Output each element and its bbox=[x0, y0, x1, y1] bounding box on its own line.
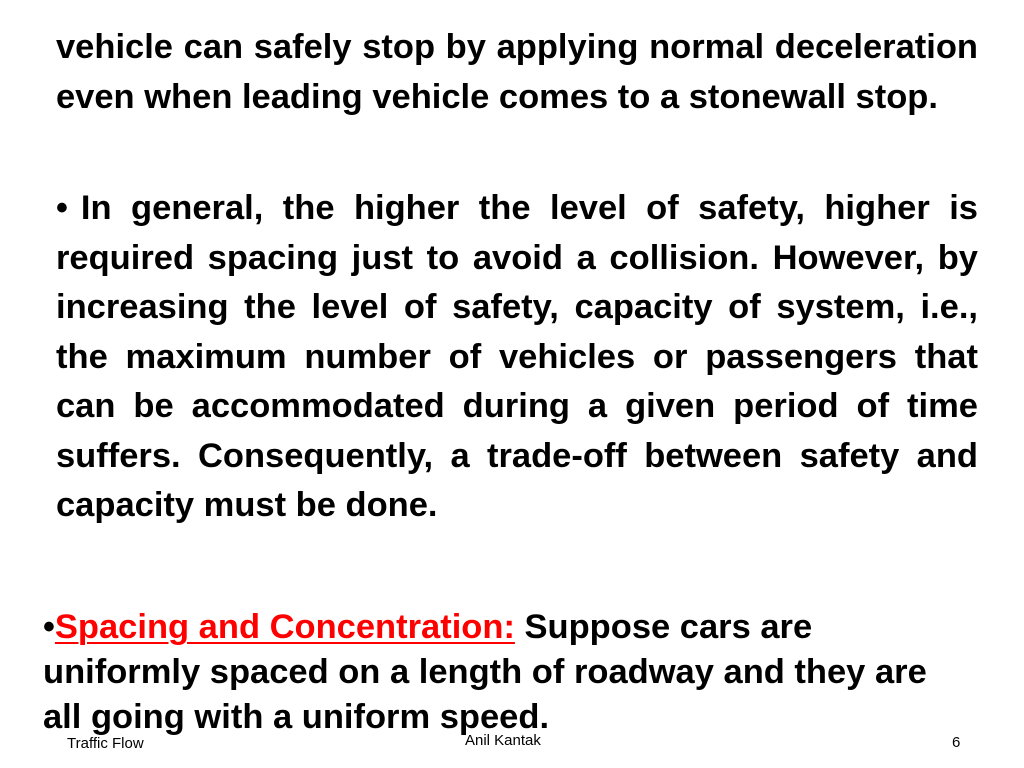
paragraph-continuation bbox=[56, 23, 978, 122]
bullet-paragraph-safety-text: In general, the higher the level of safety, higher is required spacing just to avoid a collision. However, by increasing the level of safety, capacity of system, i.e., the maximum number of vehicles or passengers that can be accommodated during a given period of time suffers. Consequently, a trade-off between safety and capacity must be done. bbox=[56, 189, 978, 524]
paragraph-continuation-text: vehicle can safely stop by applying normal deceleration even when leading vehicle comes to a stonewall stop. bbox=[56, 28, 978, 116]
bullet-paragraph-spacing-text: Suppose cars are uniformly spaced on a length of roadway and they are all going with a uniform speed. bbox=[43, 608, 927, 736]
footer-author: Anil Kantak bbox=[465, 732, 541, 749]
bullet-paragraph-safety bbox=[56, 184, 978, 531]
section-heading-spacing-concentration: Spacing and Concentration: bbox=[54, 608, 515, 646]
bullet-paragraph-spacing bbox=[43, 605, 973, 740]
bullet-icon: • bbox=[43, 608, 55, 646]
footer-page-number: 6 bbox=[952, 734, 961, 751]
bullet-icon: • bbox=[56, 189, 68, 227]
footer-title: Traffic Flow bbox=[67, 735, 144, 752]
